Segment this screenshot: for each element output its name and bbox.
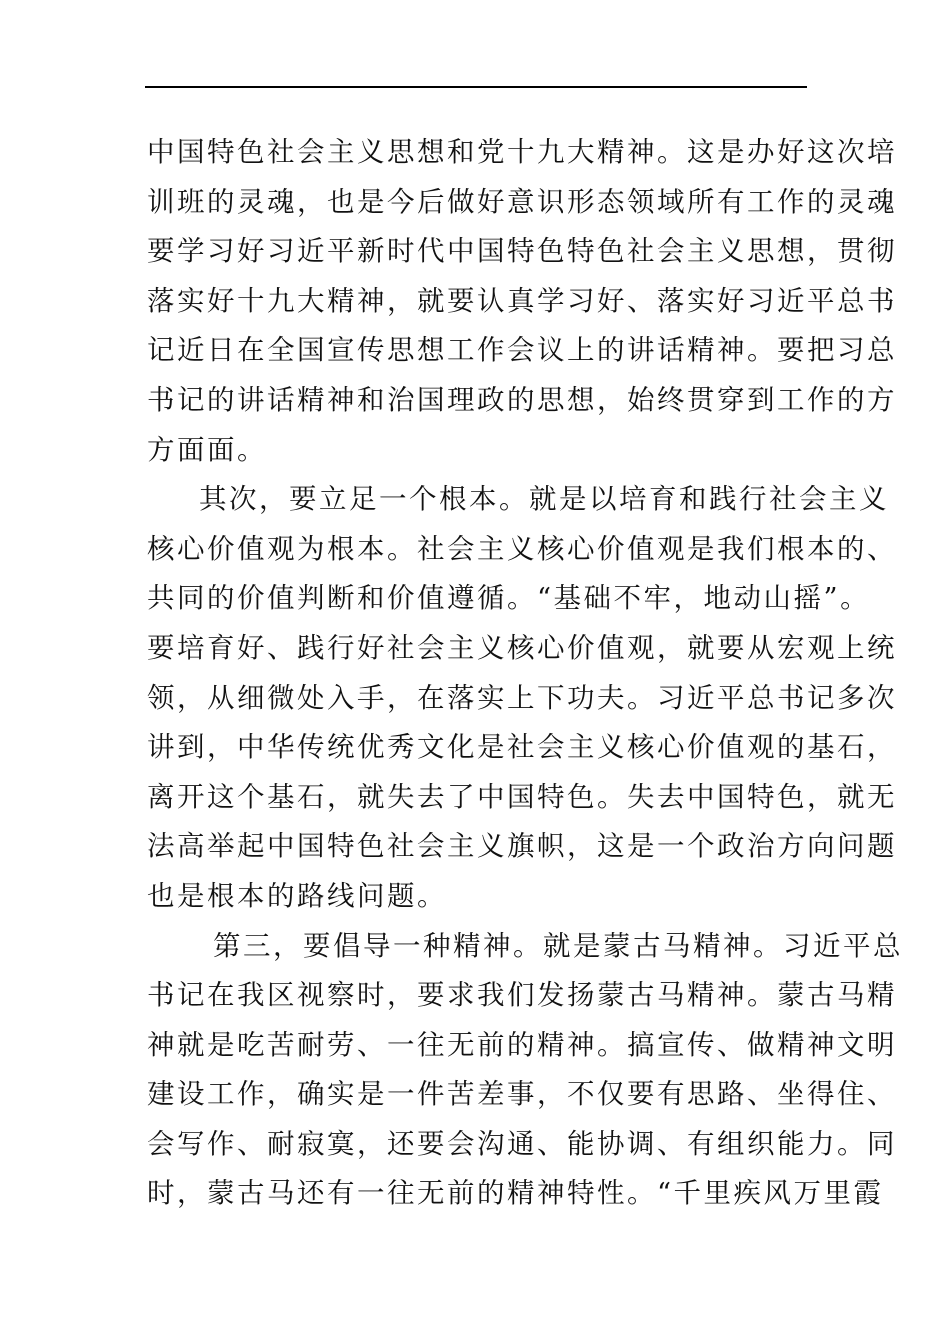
text-line: 核心价值观为根本。社会主义核心价值观是我们根本的、 [147,532,897,565]
text-line: 也是根本的路线问题。 [147,879,447,912]
header-rule [145,86,807,88]
document-body [147,128,903,1219]
paragraph-start-line: 第三，要倡导一种精神。就是蒙古马精神。习近平总 [213,929,903,962]
text-line: 书记的讲话精神和治国理政的思想，始终贯穿到工作的方 [147,383,897,416]
text-line: 神就是吃苦耐劳、一往无前的精神。搞宣传、做精神文明 [147,1028,897,1061]
text-line: 落实好十九大精神，就要认真学习好、落实好习近平总书 [147,284,897,317]
text-line: 法高举起中国特色社会主义旗帜，这是一个政治方向问题 [147,830,897,863]
text-line: 离开这个基石，就失去了中国特色。失去中国特色，就无 [147,780,897,813]
text-line: 中国特色社会主义思想和党十九大精神。这是办好这次培 [147,136,897,168]
text-line: 共同的价值判断和价值遵循。“基础不牢，地动山摇”。 [147,582,871,615]
text-line: 训班的灵魂，也是今后做好意识形态领域所有工作的灵魂 [147,185,897,218]
text-line: 领，从细微处入手，在落实上下功夫。习近平总书记多次 [147,681,897,714]
text-line: 要培育好、践行好社会主义核心价值观，就要从宏观上统 [147,631,897,664]
text-line: 讲到，中华传统优秀文化是社会主义核心价值观的基石， [147,731,897,764]
text-line: 要学习好习近平新时代中国特色特色社会主义思想，贯彻 [147,235,897,268]
text-line: 方面面。 [147,433,267,466]
text-line: 建设工作，确实是一件苦差事，不仅要有思路、坐得住、 [147,1078,897,1111]
text-line: 书记在我区视察时，要求我们发扬蒙古马精神。蒙古马精 [147,979,897,1012]
text-line: 记近日在全国宣传思想工作会议上的讲话精神。要把习总 [147,334,897,367]
text-line: 会写作、耐寂寞，还要会沟通、能协调、有组织能力。同 [147,1127,897,1160]
text-line: 时，蒙古马还有一往无前的精神特性。“千里疾风万里霞 [147,1177,884,1210]
paragraph-start-line: 其次，要立足一个根本。就是以培育和践行社会主义 [199,483,889,516]
